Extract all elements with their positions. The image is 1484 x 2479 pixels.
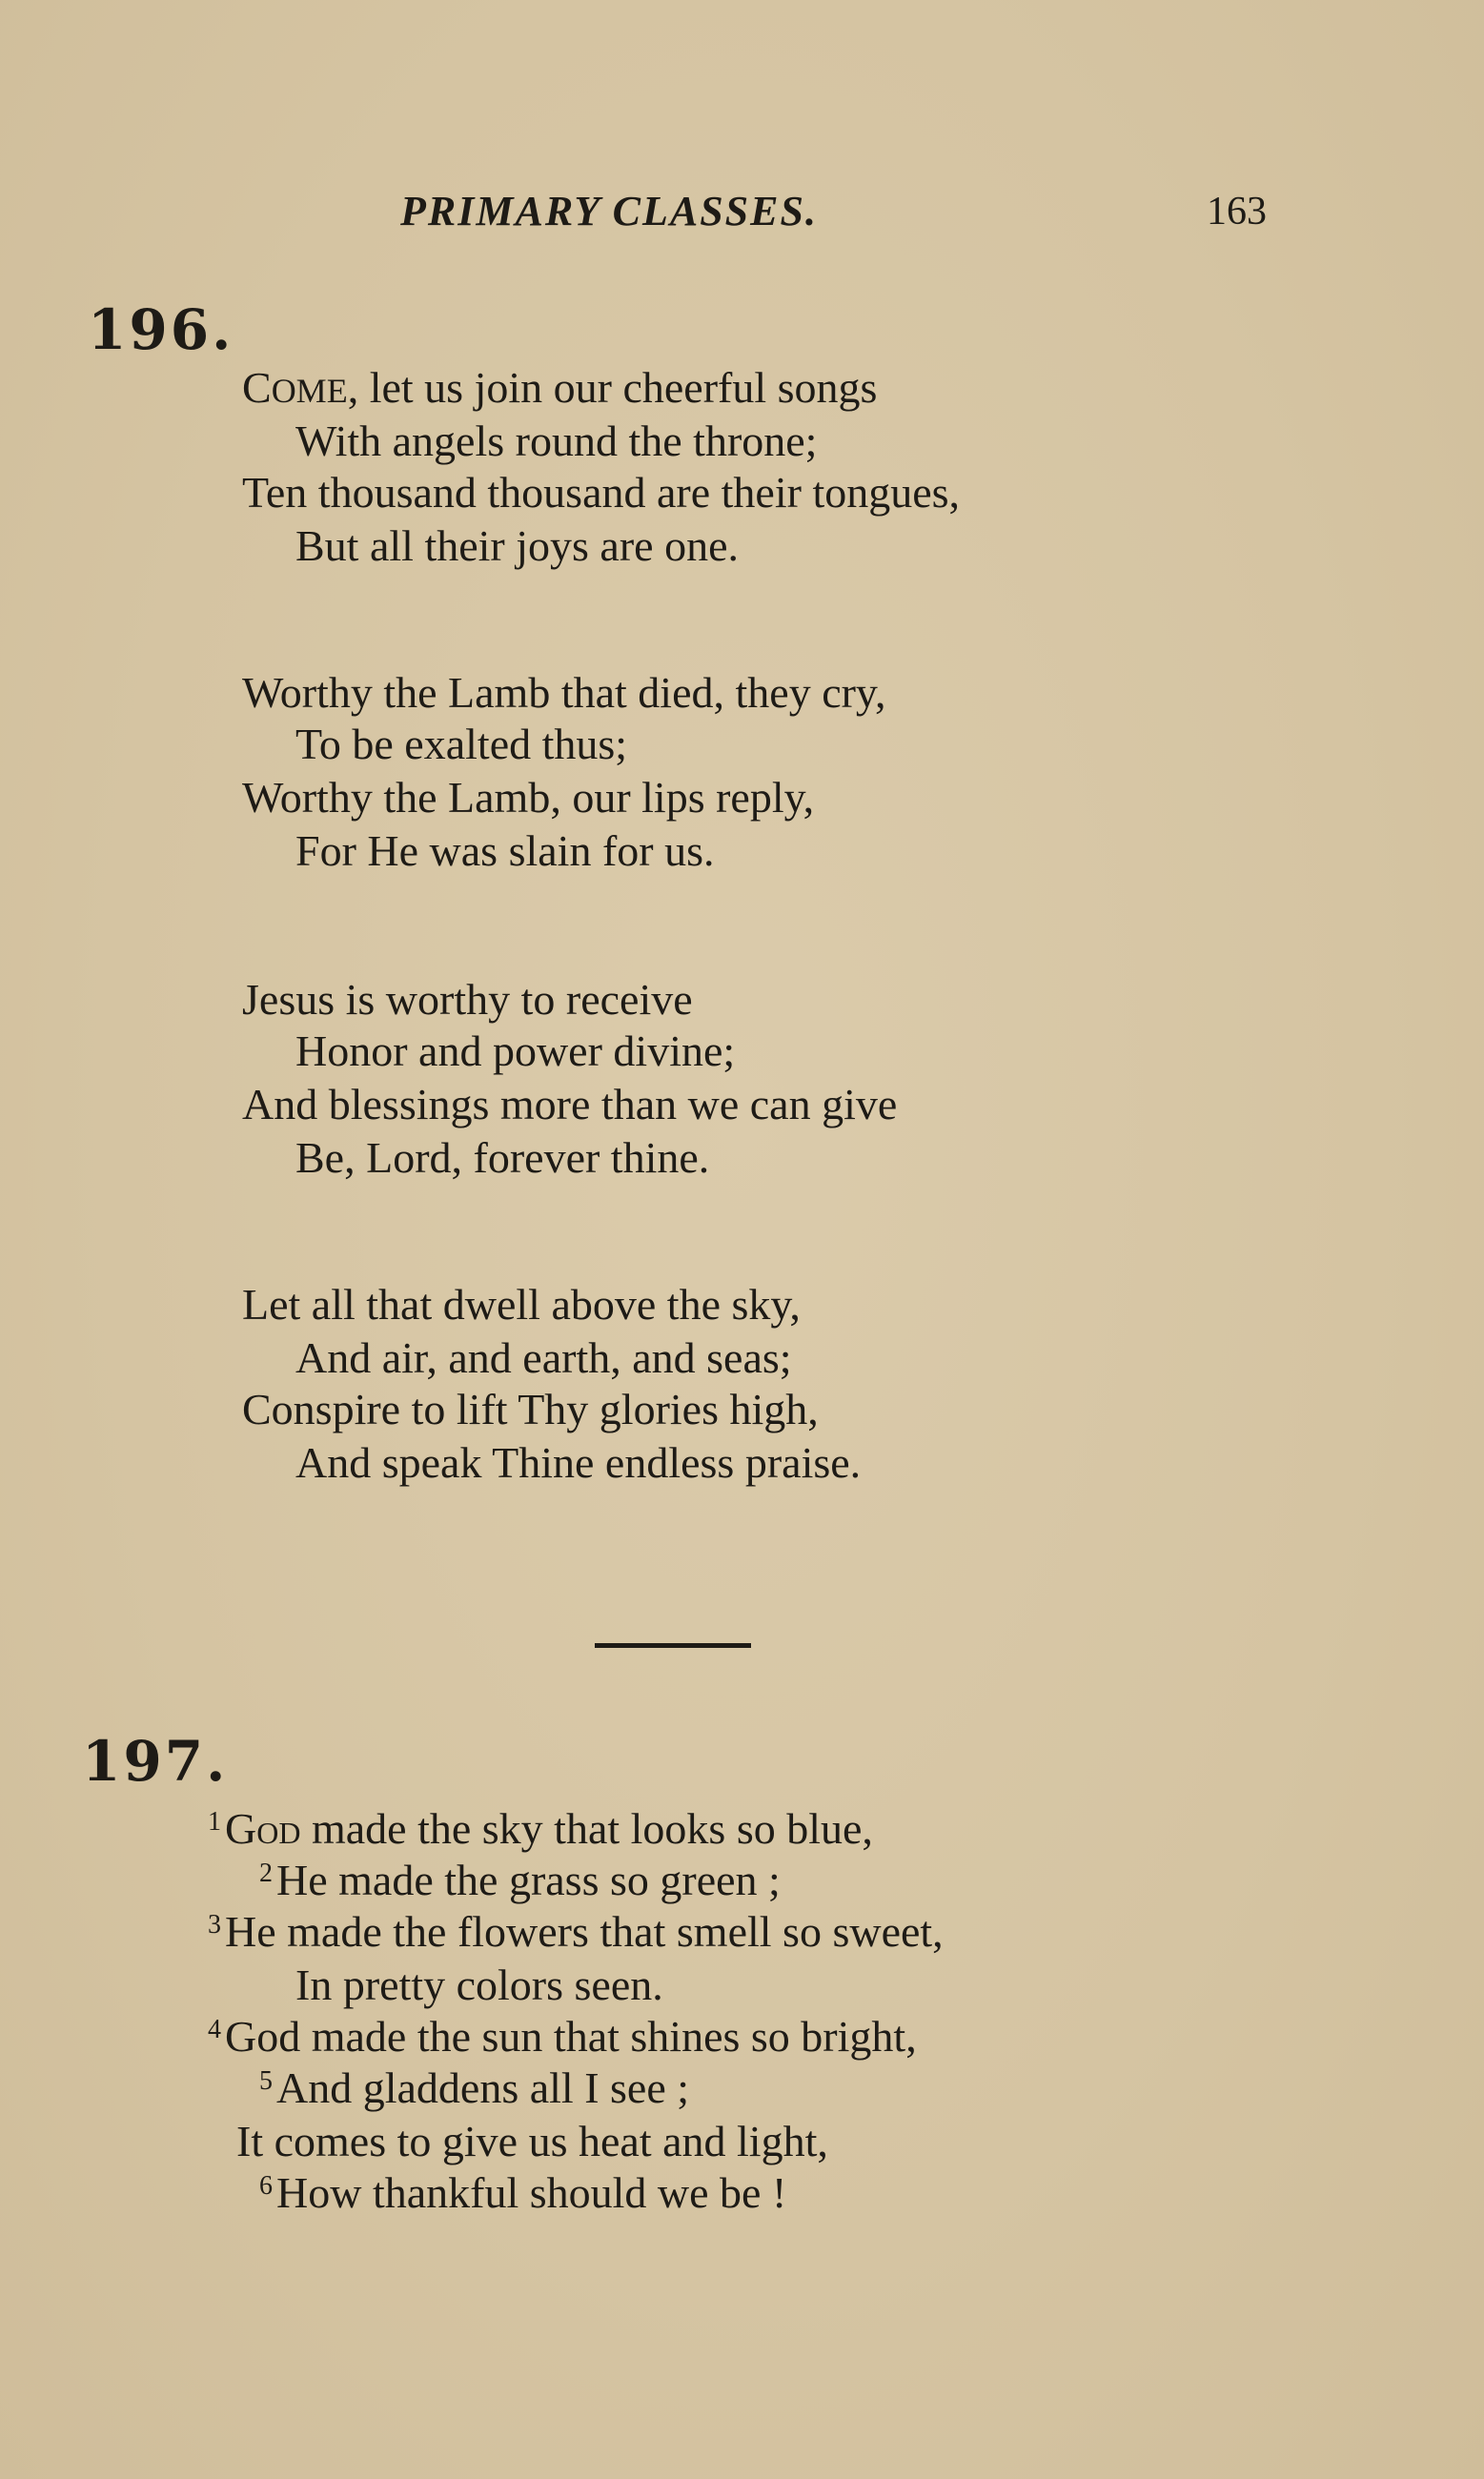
verse-line: And air, and earth, and seas; xyxy=(295,1333,792,1382)
first-letter: C xyxy=(242,363,272,412)
verse-line: And blessings more than we can give xyxy=(242,1080,898,1128)
section-divider xyxy=(595,1643,751,1648)
verse-line: Be, Lord, forever thine. xyxy=(295,1133,710,1182)
hymn-number: 196. xyxy=(88,297,234,362)
small-caps-word: God xyxy=(225,1804,301,1853)
verse-line: It comes to give us heat and light, xyxy=(236,2117,828,2165)
verse-line: In pretty colors seen. xyxy=(295,1961,663,2009)
verse-line: For He was slain for us. xyxy=(295,826,715,875)
verse-number: 4 xyxy=(208,2015,221,2044)
line-text: He made the flowers that smell so sweet, xyxy=(225,1907,944,1956)
verse-line: And speak Thine endless praise. xyxy=(295,1438,862,1487)
verse-line: Conspire to lift Thy glories high, xyxy=(242,1385,819,1433)
line-text: He made the grass so green ; xyxy=(276,1856,781,1904)
verse-line xyxy=(208,1804,873,1853)
verse-number: 1 xyxy=(208,1807,221,1837)
verse-line: With angels round the throne; xyxy=(295,417,818,465)
verse-line xyxy=(208,2012,917,2061)
verse-line: Jesus is worthy to receive xyxy=(242,975,693,1024)
verse-line xyxy=(259,2063,690,2112)
line-text: God made the sun that shines so bright, xyxy=(225,2012,917,2061)
verse-line xyxy=(259,2168,787,2217)
page-number: 163 xyxy=(1207,190,1267,234)
verse-line: Worthy the Lamb, our lips reply, xyxy=(242,773,815,822)
line-text: How thankful should we be ! xyxy=(276,2168,787,2217)
verse-line: Honor and power divine; xyxy=(295,1026,736,1075)
verse-number: 2 xyxy=(259,1859,273,1888)
verse-number: 6 xyxy=(259,2171,273,2201)
verse-line xyxy=(259,1856,781,1904)
hymn-number: 197. xyxy=(82,1729,229,1794)
verse-number: 3 xyxy=(208,1910,221,1940)
line-text: And gladdens all I see ; xyxy=(276,2063,690,2112)
line-text: , let us join our cheerful songs xyxy=(347,363,878,412)
verse-line xyxy=(242,363,878,412)
verse-number: 5 xyxy=(259,2066,273,2096)
small-caps-word: OME xyxy=(271,372,348,410)
verse-line: Let all that dwell above the sky, xyxy=(242,1280,801,1329)
verse-line: Worthy the Lamb that died, they cry, xyxy=(242,668,886,717)
verse-line xyxy=(208,1907,944,1956)
line-text: made the sky that looks so blue, xyxy=(300,1804,873,1853)
verse-line: Ten thousand thousand are their tongues, xyxy=(242,468,961,517)
verse-line: But all their joys are one. xyxy=(295,521,739,570)
running-title: PRIMARY CLASSES. xyxy=(400,188,818,234)
verse-line: To be exalted thus; xyxy=(295,720,628,768)
